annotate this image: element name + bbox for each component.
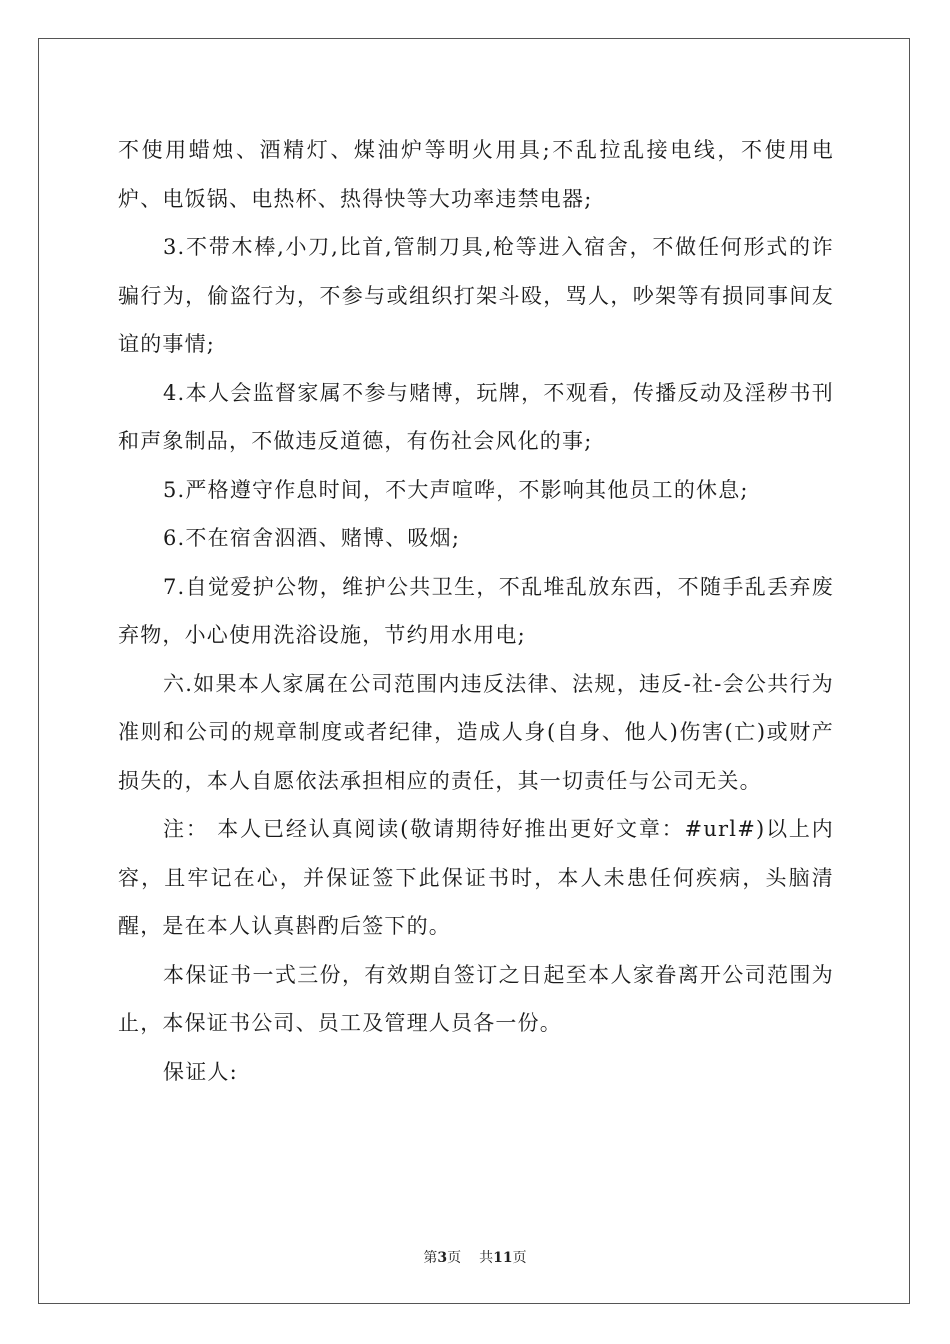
page-footer (0, 1247, 950, 1267)
paragraph-section-six: 六.如果本人家属在公司范围内违反法律、法规，违反-社-会公共行为准则和公司的规章制度或者纪律，造成人身(自身、他人)伤害(亡)或财产损失的，本人自愿依法承担相应的责任，其一切责任与公司无关。 (118, 671, 834, 793)
paragraph-item-4: 4.本人会监督家属不参与赌博，玩牌，不观看，传播反动及淫秽书刊和声象制品，不做违反道德，有伤社会风化的事; (118, 380, 834, 453)
paragraph-continuation: 不使用蜡烛、酒精灯、煤油炉等明火用具;不乱拉乱接电线，不使用电炉、电饭锅、电热杯、热得快等大功率违禁电器; (118, 138, 834, 211)
total-suffix: 页 (512, 1250, 527, 1266)
paragraph-item-7: 7.自觉爱护公物，维护公共卫生，不乱堆乱放东西，不随手乱丢弃废弃物，小心使用洗浴设施，节约用水用电; (118, 574, 834, 647)
page-number: 3 (437, 1250, 448, 1266)
page-suffix: 页 (447, 1250, 462, 1266)
guarantor-label: 保证人: (163, 1059, 238, 1084)
total-prefix: 共 (479, 1250, 494, 1266)
document-body (118, 126, 834, 1096)
total-pages: 11 (493, 1250, 513, 1266)
paragraph-note: 注： 本人已经认真阅读(敬请期待好推出更好文章：#url#)以上内容，且牢记在心，并保证签下此保证书时，本人未患任何疾病，头脑清醒，是在本人认真斟酌后签下的。 (118, 817, 834, 938)
paragraph-item-6: 6.不在宿舍泅酒、赌博、吸烟; (163, 526, 461, 550)
paragraph-item-5: 5.严格遵守作息时间，不大声喧哗，不影响其他员工的休息; (163, 477, 749, 502)
paragraph-item-3: 3.不带木棒,小刀,比首,管制刀具,枪等进入宿舍，不做任何形式的诈骗行为，偷盗行为，不参与或组织打架斗殴，骂人，吵架等有损同事间友谊的事情; (118, 235, 834, 356)
page-prefix: 第 (423, 1250, 438, 1266)
paragraph-copies: 本保证书一式三份，有效期自签订之日起至本人家眷离开公司范围为止，本保证书公司、员工及管理人员各一份。 (118, 962, 834, 1035)
